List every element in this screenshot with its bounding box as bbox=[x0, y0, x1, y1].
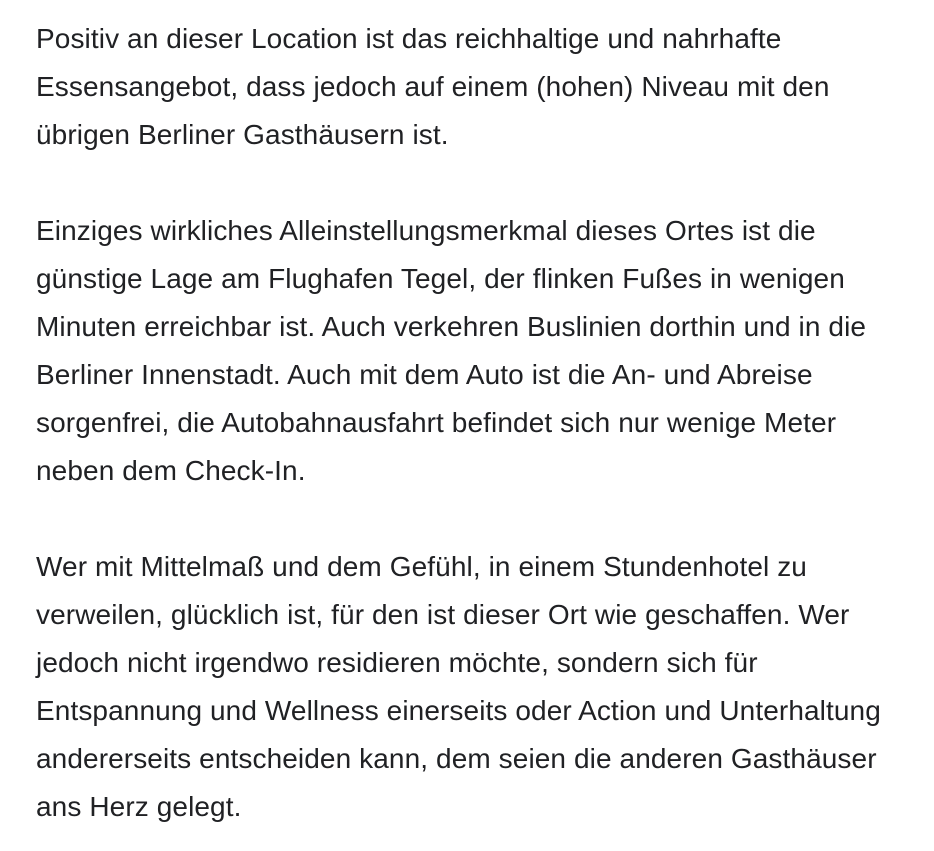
review-paragraph: Positiv an dieser Location ist das reichhaltige und nahrhafte Essensangebot, dass jedoch auf einem (hohen) Niveau mit den übrigen Berliner Gasthäusern ist. bbox=[36, 23, 830, 150]
review-paragraph: Einziges wirkliches Alleinstellungsmerkmal dieses Ortes ist die günstige Lage am Flughafen Tegel, der flinken Fußes in wenigen Minuten erreichbar ist. Auch verkehren Buslinien dorthin und in die Berliner Innenstadt. Auch mit dem Auto ist die An- und Abreise sorgenfrei, die Autobahnausfahrt befindet sich nur wenige Meter neben dem Check-In. bbox=[36, 215, 867, 486]
review-paragraph: Wer mit Mittelmaß und dem Gefühl, in einem Stundenhotel zu verweilen, glücklich ist, für den ist dieser Ort wie geschaffen. Wer jedoch nicht irgendwo residieren möchte, sondern sich für Entspannung und Wellness einerseits oder Action und Unterhaltung andererseits entscheiden kann, dem seien die anderen Gasthäuser ans Herz gelegt. bbox=[36, 551, 881, 822]
